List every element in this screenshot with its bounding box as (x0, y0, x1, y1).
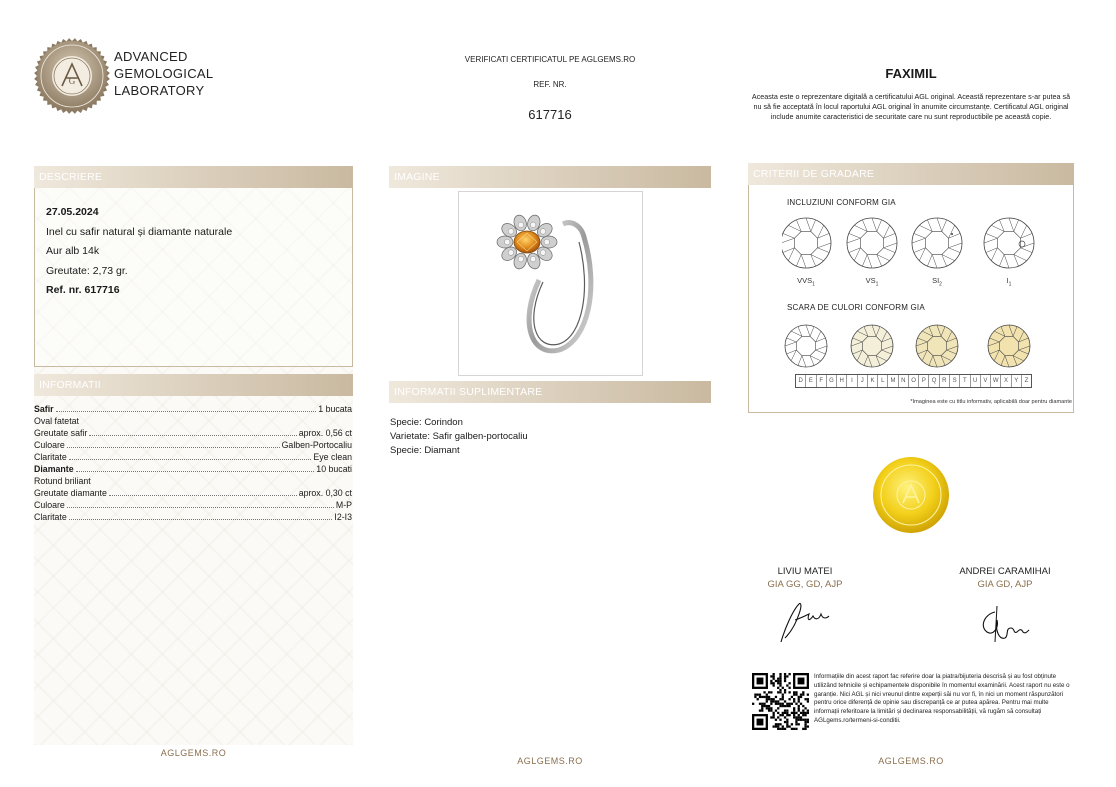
color-grade-cell: S (949, 375, 959, 387)
logo-line-2: GEMOLOGICAL (114, 66, 214, 81)
inclusions-title: INCLUZIUNI CONFORM GIA (787, 198, 896, 207)
color-grade-cell: M (887, 375, 897, 387)
agl-logo (34, 38, 214, 114)
logo-line-1: ADVANCED (114, 49, 188, 64)
disclaimer-text: Informațiile din acest raport fac referire doar la piatra/bijuteria descrisă și au fost obținute utilizând tehnicile și echipamentele disponibile în momentul examinării. Acest raport nu este o garanție. Nici AGL și nici vreunul dintre experții săi nu vor fi, în nici un moment răspunzători pentru orice diferență de opinie sau discrepanță ce ar putea apărea. Pentru mai multe informații referitoare la limitări și declinarea responsabilității, vă rugăm să consultați AGLgems.ro/termeni-si-conditii. (814, 673, 1070, 724)
footer-center: AGLGEMS.RO (517, 756, 583, 766)
color-grade-cell: F (816, 375, 826, 387)
color-scale-bar (795, 374, 1032, 388)
info-value: 10 bucati (316, 464, 352, 474)
info-row (34, 511, 352, 523)
gold-seal-icon (872, 456, 950, 534)
footer-left: AGLGEMS.RO (160, 748, 227, 758)
descriere-line-3: Greutate: 2,73 gr. (46, 264, 128, 277)
descriere-date: 27.05.2024 (46, 206, 99, 218)
color-grade-cell: Z (1021, 375, 1031, 387)
info-row (34, 439, 352, 451)
color-grade-cell: N (898, 375, 908, 387)
info-row (34, 475, 352, 487)
color-grade-cell: O (908, 375, 918, 387)
info-label: Culoare (34, 500, 65, 510)
inclusion-grade-sub: 1 (1008, 281, 1012, 288)
inclusion-grade-label (852, 276, 892, 288)
suplimentare-line-3: Specie: Diamant (390, 445, 460, 456)
signature-image-2 (975, 602, 1035, 644)
info-row (34, 427, 352, 439)
dot-leader (109, 495, 297, 496)
signature-image-1 (775, 598, 835, 646)
diamond-diagram (984, 218, 1034, 268)
signature-name-1: LIVIU MATEI (777, 566, 833, 577)
info-value: I2-I3 (334, 512, 352, 522)
ref-label: REF. NR. (533, 80, 567, 89)
signature-titles-1: GIA GG, GD, AJP (767, 579, 843, 590)
criterii-note: *Imaginea este cu titlu informativ, aplicabilă doar pentru diamante (910, 399, 1072, 405)
imagine-header: IMAGINE (389, 166, 711, 188)
color-grade-cell: L (877, 375, 887, 387)
informatii-table (34, 403, 352, 523)
inclusion-grade: VVS (797, 276, 813, 285)
suplimentare-content (390, 416, 710, 458)
dot-leader (69, 519, 333, 520)
color-grade-cell: T (959, 375, 969, 387)
verify-text: VERIFICATI CERTIFICATUL PE AGLGEMS.RO (464, 55, 636, 64)
ref-number: 617716 (528, 107, 572, 122)
color-grade-cell: P (918, 375, 928, 387)
descriere-line-1: Inel cu safir natural și diamante naturale (46, 225, 233, 238)
color-grade-cell: V (980, 375, 990, 387)
suplimentare-line-1: Specie: Corindon (390, 417, 463, 428)
info-row (34, 487, 352, 499)
dot-leader (89, 435, 296, 436)
info-value: Eye clean (313, 452, 352, 462)
footer-right: AGLGEMS.RO (878, 756, 944, 766)
descriere-ref: Ref. nr. 617716 (46, 284, 120, 296)
suplimentare-header: INFORMATII SUPLIMENTARE (389, 381, 711, 403)
diamond-diagram (847, 218, 897, 268)
color-diagrams (782, 322, 1052, 372)
suplimentare-line-2: Varietate: Safir galben-portocaliu (390, 431, 528, 442)
descriere-line-2: Aur alb 14k (46, 245, 100, 257)
diamond-diagram (912, 218, 962, 268)
info-label: Greutate safir (34, 428, 88, 438)
color-grade-cell: H (836, 375, 846, 387)
diamond-diagram (851, 325, 893, 367)
agl-seal-icon (34, 38, 110, 114)
inclusion-grade-label (917, 276, 957, 288)
faximil-title: FAXIMIL (885, 66, 937, 81)
inclusion-grade-label (989, 276, 1029, 288)
color-grade-cell: X (1000, 375, 1010, 387)
inclusion-diagrams (782, 214, 1052, 272)
info-row (34, 451, 352, 463)
inclusion-grade: VS (865, 276, 876, 285)
ring-image (459, 192, 642, 375)
inclusion-grade: SI (932, 276, 940, 285)
svg-text:G: G (68, 76, 76, 86)
informatii-header: INFORMATII (34, 374, 353, 396)
color-grade-cell: J (857, 375, 867, 387)
color-grade-cell: U (970, 375, 980, 387)
info-value: M-P (335, 500, 352, 510)
faximil-text: Aceasta este o reprezentare digitală a certificatului AGL original. Această reprezentare s-ar putea să nu să fie acceptată în locul raportului AGL original în anumite circumstanțe. Certificatul AGL original include anumite caracteristici de securitate care nu sunt reproductibile pe această copie. (751, 92, 1071, 121)
info-label: Safir (34, 404, 54, 414)
color-grade-cell: R (939, 375, 949, 387)
dot-leader (69, 459, 312, 460)
info-row (34, 499, 352, 511)
signature-name-2: ANDREI CARAMIHAI (959, 566, 1051, 577)
info-label: Claritate (34, 512, 67, 522)
info-row (34, 415, 352, 427)
inclusion-grade-sub: 1 (812, 281, 815, 288)
color-grade-cell: Q (928, 375, 938, 387)
qr-code[interactable] (752, 673, 809, 730)
inclusion-grade-sub: 1 (875, 281, 879, 288)
info-label: Rotund briliant (34, 476, 91, 486)
info-label: Oval fatetat (34, 416, 79, 426)
descriere-header: DESCRIERE (34, 166, 353, 188)
signature-titles-2: GIA GD, AJP (977, 579, 1033, 590)
color-grade-cell: W (990, 375, 1000, 387)
color-grade-cell: Y (1011, 375, 1021, 387)
color-grade-cell: E (805, 375, 815, 387)
color-grade-cell: I (846, 375, 856, 387)
info-label: Claritate (34, 452, 67, 462)
info-value: 1 bucata (318, 404, 352, 414)
diamond-diagram (916, 325, 958, 367)
diamond-diagram (782, 218, 831, 268)
color-grade-cell: D (798, 378, 803, 384)
dot-leader (67, 447, 280, 448)
info-value: aprox. 0,30 ct (298, 488, 352, 498)
dot-leader (76, 471, 315, 472)
color-grade-cell: K (867, 375, 877, 387)
criterii-header: CRITERII DE GRADARE (748, 163, 1074, 185)
info-row (34, 463, 352, 475)
info-row (34, 403, 352, 415)
inclusion-labels (782, 276, 1052, 290)
inclusion-grade: I (1006, 276, 1009, 285)
dot-leader (56, 411, 317, 412)
info-label: Diamante (34, 464, 74, 474)
inclusion-grade-label (786, 276, 826, 288)
descriere-content (46, 203, 346, 301)
info-value: Galben-Portocaliu (281, 440, 352, 450)
inclusion-grade-sub: 2 (939, 281, 942, 288)
diamond-diagram (988, 325, 1030, 367)
diamond-diagram (785, 325, 827, 367)
info-label: Greutate diamante (34, 488, 107, 498)
logo-line-3: LABORATORY (114, 83, 205, 98)
dot-leader (67, 507, 334, 508)
color-grade-cell: G (826, 375, 836, 387)
product-image-frame (458, 191, 643, 376)
info-value: aprox. 0,56 ct (298, 428, 352, 438)
info-label: Culoare (34, 440, 65, 450)
color-scale-title: SCARA DE CULORI CONFORM GIA (787, 303, 925, 312)
